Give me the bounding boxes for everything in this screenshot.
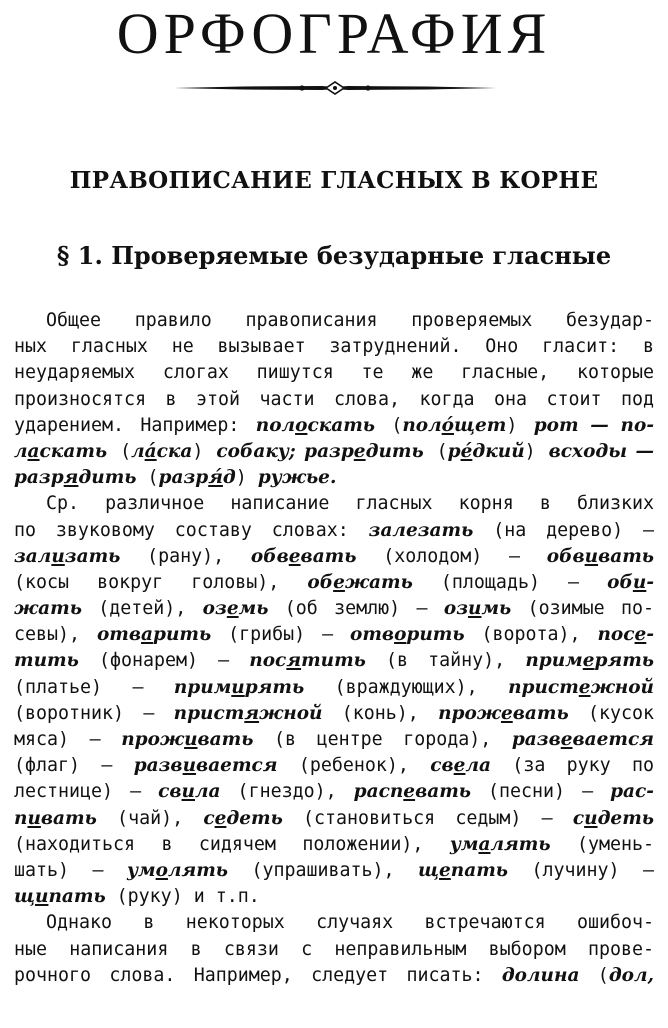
text-line (14, 413, 654, 439)
text-line (14, 491, 654, 517)
text-run: (враждующих), (304, 676, 509, 698)
text-line (14, 648, 654, 674)
stressed-vowel: е (333, 571, 345, 593)
example-word: вать (415, 781, 471, 803)
example-word: жной (590, 676, 654, 698)
text-run: (руку) и т.п. (105, 886, 260, 908)
section-title: ПРАВОПИСАНИЕ ГЛАСНЫХ В КОРНЕ (69, 167, 599, 194)
example-word: р (447, 440, 461, 462)
example-word: разв (133, 755, 183, 777)
text-run: (за руку по (490, 755, 655, 777)
text-run: (детей), (81, 598, 203, 620)
text-run: Общее правило правописания проверяемых безудар- (46, 310, 654, 331)
text-line (14, 884, 654, 910)
example-word: обв (250, 545, 289, 567)
text-run: рочного слова. Например, следует писать: (14, 964, 502, 986)
example-word: л (131, 440, 145, 462)
example-word: вается (196, 755, 278, 777)
text-line (14, 701, 654, 727)
example-word: д (222, 467, 236, 489)
text-line (14, 439, 654, 465)
example-word: прист (173, 702, 245, 724)
example-word: мь (238, 598, 269, 620)
example-word: - (646, 624, 654, 646)
text-line (14, 937, 654, 963)
text-line (14, 963, 654, 989)
text-run: (флаг) — (14, 755, 134, 777)
stressed-vowel: е (214, 807, 227, 829)
example-word: дить (78, 467, 137, 489)
stressed-vowel: и (51, 545, 65, 567)
example-word: пол (402, 414, 442, 436)
example-word: вается (572, 729, 654, 750)
example-word: оз (202, 598, 227, 620)
text-line (14, 779, 654, 805)
stressed-vowel: и (27, 807, 41, 829)
text-run: (умень- (550, 833, 654, 855)
example-word: рить (406, 624, 465, 646)
example-word: всходы — (548, 440, 654, 462)
example-word: щ (418, 859, 440, 881)
example-word: расп (353, 781, 404, 803)
stressed-vowel: á (144, 440, 157, 462)
stressed-vowel: и (34, 886, 49, 908)
text-line (14, 910, 654, 936)
text-run: (воротник) — (14, 702, 174, 724)
stressed-vowel: я (63, 467, 79, 489)
stressed-vowel: о (295, 414, 308, 436)
example-word: собаку; разр (216, 440, 354, 462)
text-line (14, 753, 654, 779)
text-run: (лучину) — (508, 859, 654, 881)
example-word: мь (481, 598, 512, 620)
text-line (14, 858, 654, 884)
text-line (14, 675, 654, 701)
text-run: ные написания в связи с неправильным выбором прове- (14, 938, 654, 960)
example-word: отв (96, 624, 142, 646)
example-word: пол (255, 414, 296, 436)
stressed-vowel: и (231, 676, 245, 698)
text-run: (становиться седым) — (282, 807, 573, 829)
text-run: ) (235, 467, 258, 489)
example-word: разр (14, 467, 64, 489)
example-word: прист (508, 676, 579, 698)
example-word: лять (167, 859, 229, 881)
example-word: ум (126, 859, 156, 881)
example-word: л (14, 440, 28, 462)
text-run: ударением. Например: (14, 414, 256, 436)
text-run: (на дерево) — (473, 519, 655, 541)
example-word: зал (14, 545, 52, 567)
text-line (14, 334, 654, 360)
example-word: деть (226, 807, 283, 829)
stressed-vowel: е (439, 859, 451, 881)
text-run: ных гласных не вызывает затруднений. Оно гласит: в (14, 336, 654, 358)
example-word: об (607, 571, 633, 593)
text-run: (конь), (322, 702, 439, 724)
example-word: ружье. (257, 467, 337, 489)
example-word: прож (121, 729, 185, 750)
stressed-vowel: е (453, 755, 466, 777)
text-run: ) (524, 440, 549, 462)
example-word: с (572, 807, 585, 829)
example-word: - (646, 571, 654, 593)
example-word: рот — по- (533, 414, 655, 436)
example-word: рить (153, 624, 212, 646)
paragraph-title: § 1. Проверяемые безударные гласные (56, 241, 612, 270)
stressed-vowel: е (634, 624, 647, 646)
text-run: (косы вокруг головы), (14, 571, 308, 593)
text-run: (холодом) — (356, 545, 547, 567)
example-word: ла (465, 755, 491, 777)
example-word: обв (546, 545, 585, 567)
example-word: долина (501, 964, 580, 986)
example-word: св (430, 755, 454, 777)
example-word: пос (597, 624, 635, 646)
text-run: ( (423, 440, 448, 462)
text-run: ( (107, 440, 132, 462)
stressed-vowel: е (578, 676, 591, 698)
text-run: (песни) — (470, 781, 611, 803)
example-word: разв (511, 729, 561, 750)
example-word: отв (349, 624, 395, 646)
text-run: (упрашивать), (228, 859, 419, 881)
example-word: щ (14, 886, 35, 908)
example-word: ла (195, 781, 221, 803)
text-line (14, 544, 654, 570)
example-word: ум (449, 833, 479, 855)
text-run: (площадь) — (412, 571, 608, 593)
stressed-vowel: и (182, 755, 197, 777)
example-word: лять (490, 833, 551, 855)
text-run: (озимые по- (511, 598, 655, 620)
stressed-vowel: е (403, 781, 416, 803)
example-word: тить (301, 650, 366, 672)
stressed-vowel: é (460, 440, 473, 462)
stressed-vowel: я (286, 650, 302, 672)
example-word: п (14, 807, 28, 829)
text-line (14, 806, 654, 832)
text-run: (платье) — (14, 676, 174, 698)
text-run: (грибы) — (211, 624, 350, 646)
text-run: (кусок (568, 702, 654, 724)
text-run: (рану), (120, 545, 251, 567)
stressed-vowel: я (244, 702, 260, 724)
stressed-vowel: и (468, 598, 482, 620)
example-word: жать (14, 598, 82, 620)
text-line (14, 596, 654, 622)
example-word: вать (512, 702, 569, 724)
ornament-divider-icon (172, 76, 498, 100)
example-word: вать (598, 545, 654, 567)
stressed-vowel: е (288, 545, 301, 567)
stressed-vowel: е (560, 729, 573, 750)
example-word: прим (525, 650, 583, 672)
example-word: дить (365, 440, 424, 462)
example-word: деть (597, 807, 654, 829)
example-word: св (158, 781, 182, 803)
stressed-vowel: е (353, 440, 366, 462)
text-line (14, 832, 654, 858)
text-run: шать) — (14, 859, 127, 881)
example-word: разр (158, 467, 209, 489)
body-text (14, 308, 654, 989)
text-run: лестнице) — (14, 781, 159, 803)
stressed-vowel: ó (441, 414, 455, 436)
example-word: прож (438, 702, 501, 724)
example-word: прим (173, 676, 232, 698)
stressed-vowel: а (141, 624, 154, 646)
example-word: жной (259, 702, 323, 724)
example-word: об (307, 571, 334, 593)
example-word: пать (48, 886, 106, 908)
text-run: ( (579, 964, 609, 986)
text-line (14, 518, 654, 544)
text-run: мяса) — (14, 729, 122, 750)
stressed-vowel: е (226, 598, 239, 620)
text-run: ) (192, 440, 217, 462)
example-word: дол, (608, 964, 654, 986)
example-word: скать (39, 440, 108, 462)
text-run: (в центре города), (253, 729, 512, 750)
text-run: по звуковому составу словах: (14, 519, 369, 541)
example-word: тить (14, 650, 79, 672)
text-run: (ворота), (464, 624, 598, 646)
example-word: скать (307, 414, 375, 436)
example-word: пос (249, 650, 287, 672)
text-run: (в тайну), (365, 650, 526, 672)
example-word: ска (156, 440, 193, 462)
text-run: ( (375, 414, 403, 436)
stressed-vowel: о (394, 624, 407, 646)
chapter-title: ОРФОГРАФИЯ (116, 1, 552, 66)
stressed-vowel: и (584, 545, 599, 567)
stressed-vowel: е (500, 702, 513, 724)
text-line (14, 360, 654, 386)
text-run: (чай), (96, 807, 204, 829)
example-word: оз (443, 598, 469, 620)
stressed-vowel: е (582, 650, 595, 672)
stressed-vowel: а (478, 833, 491, 855)
example-word: пать (450, 859, 509, 881)
stressed-vowel: и (584, 807, 598, 829)
example-word: жать (344, 571, 413, 593)
example-word: вать (300, 545, 357, 567)
text-line (14, 465, 654, 491)
stressed-vowel: а (27, 440, 40, 462)
text-run: (гнездо), (220, 781, 354, 803)
text-run: ( (136, 467, 159, 489)
text-run: ) (506, 414, 534, 436)
text-run: (фонарем) — (78, 650, 250, 672)
example-word: с (203, 807, 215, 829)
stressed-vowel: и (184, 729, 198, 750)
text-run: (находиться в сидячем положении), (14, 833, 450, 855)
text-line (14, 387, 654, 413)
example-word: вать (40, 807, 97, 829)
stressed-vowel: и (181, 781, 195, 803)
text-run: Ср. различное написание гласных корня в близких (46, 493, 654, 515)
example-word: зать (64, 545, 121, 567)
text-run: произносятся в этой части слова, когда она стоит под (14, 388, 654, 410)
text-run: севы), (14, 624, 97, 646)
example-word: рять (594, 650, 654, 672)
example-word: щет (454, 414, 507, 436)
stressed-vowel: я́ (208, 467, 223, 489)
example-word: вать (197, 729, 254, 750)
example-word: рять (244, 676, 305, 698)
text-line (14, 570, 654, 596)
example-word: рас- (610, 781, 654, 803)
text-run: неударяемых слогах пишутся те же гласные, которые (14, 362, 654, 384)
example-word: залезать (368, 519, 474, 541)
text-line (14, 622, 654, 648)
stressed-vowel: и (632, 571, 647, 593)
text-run: (ребенок), (277, 755, 431, 777)
text-line (14, 727, 654, 753)
text-line (14, 308, 654, 334)
example-word: дкий (472, 440, 525, 462)
stressed-vowel: о (155, 859, 168, 881)
text-run: Однако в некоторых случаях встречаются ошибоч- (46, 912, 654, 934)
text-run: (об землю) — (268, 598, 444, 620)
